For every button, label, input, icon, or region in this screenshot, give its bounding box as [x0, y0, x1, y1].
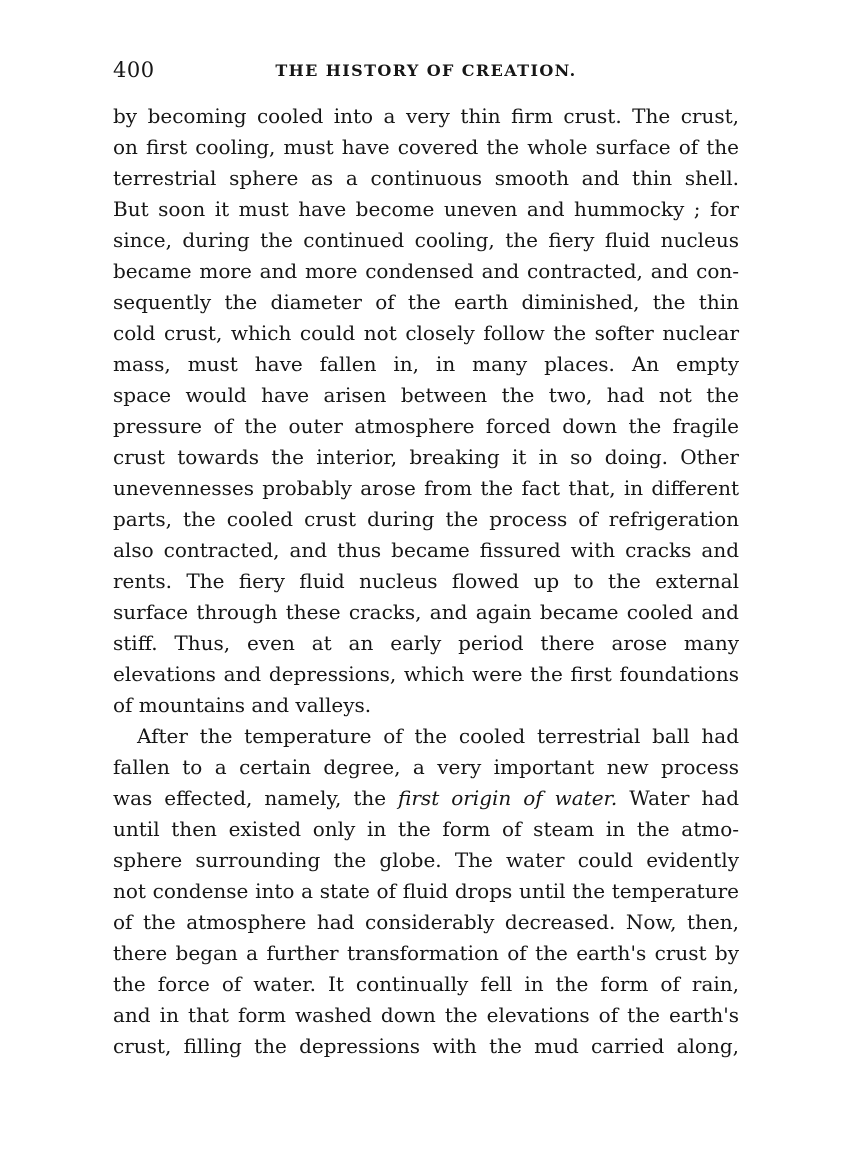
text-line: pressure of the outer atmosphere forced down the fragile: [113, 414, 739, 438]
text-line: of mountains and valleys.: [113, 693, 372, 717]
text-line: fallen to a certain degree, a very important new process: [113, 755, 739, 779]
paragraph-2: [113, 721, 739, 1062]
text-line: parts, the cooled crust during the process of refrigeration: [113, 507, 739, 531]
italic-phrase: first origin of water.: [398, 786, 618, 810]
text-line: on first cooling, must have covered the whole surface of the: [113, 135, 739, 159]
text-line: stiff. Thus, even at an early period there arose many: [113, 631, 739, 655]
text-line: rents. The fiery fluid nucleus flowed up to the external: [113, 569, 739, 593]
text-line: cold crust, which could not closely follow the softer nuclear: [113, 321, 739, 345]
text-line: until then existed only in the form of steam in the atmo-: [113, 817, 739, 841]
running-title: THE HISTORY OF CREATION.: [275, 61, 577, 80]
text-line: unevennesses probably arose from the fact that, in different: [113, 476, 739, 500]
text-line: became more and more condensed and contracted, and con-: [113, 259, 739, 283]
text-line-with-italic: [113, 783, 739, 814]
text-line: crust towards the interior, breaking it in so doing. Other: [113, 445, 739, 469]
text-line: mass, must have fallen in, in many places. An empty: [113, 352, 739, 376]
text-line: by becoming cooled into a very thin firm crust. The crust,: [113, 104, 739, 128]
page-header: [113, 58, 739, 88]
text-line: since, during the continued cooling, the fiery fluid nucleus: [113, 228, 739, 252]
text-line: surface through these cracks, and again became cooled and: [113, 600, 739, 624]
text-line: sequently the diameter of the earth diminished, the thin: [113, 290, 739, 314]
book-page: [113, 58, 739, 1062]
text-line: After the temperature of the cooled terrestrial ball had: [137, 724, 739, 748]
text-line: space would have arisen between the two, had not the: [113, 383, 739, 407]
page-number: 400: [113, 58, 155, 82]
text-line: not condense into a state of fluid drops until the temperature: [113, 879, 739, 903]
line-text: Water had: [617, 786, 739, 810]
paragraph-1: [113, 101, 739, 721]
text-line: But soon it must have become uneven and hummocky ; for: [113, 197, 739, 221]
text-line: sphere surrounding the globe. The water could evidently: [113, 848, 739, 872]
text-line: crust, filling the depressions with the mud carried along,: [113, 1034, 739, 1058]
text-line: elevations and depressions, which were the first foundations: [113, 662, 739, 686]
text-line: also contracted, and thus became fissured with cracks and: [113, 538, 739, 562]
text-line: and in that form washed down the elevations of the earth's: [113, 1003, 739, 1027]
line-text: was effected, namely, the: [113, 786, 399, 810]
body-text: [113, 101, 739, 1062]
text-line: terrestrial sphere as a continuous smooth and thin shell.: [113, 166, 739, 190]
text-line: of the atmosphere had considerably decreased. Now, then,: [113, 910, 739, 934]
text-line: there began a further transformation of the earth's crust by: [113, 941, 739, 965]
text-line: the force of water. It continually fell in the form of rain,: [113, 972, 739, 996]
